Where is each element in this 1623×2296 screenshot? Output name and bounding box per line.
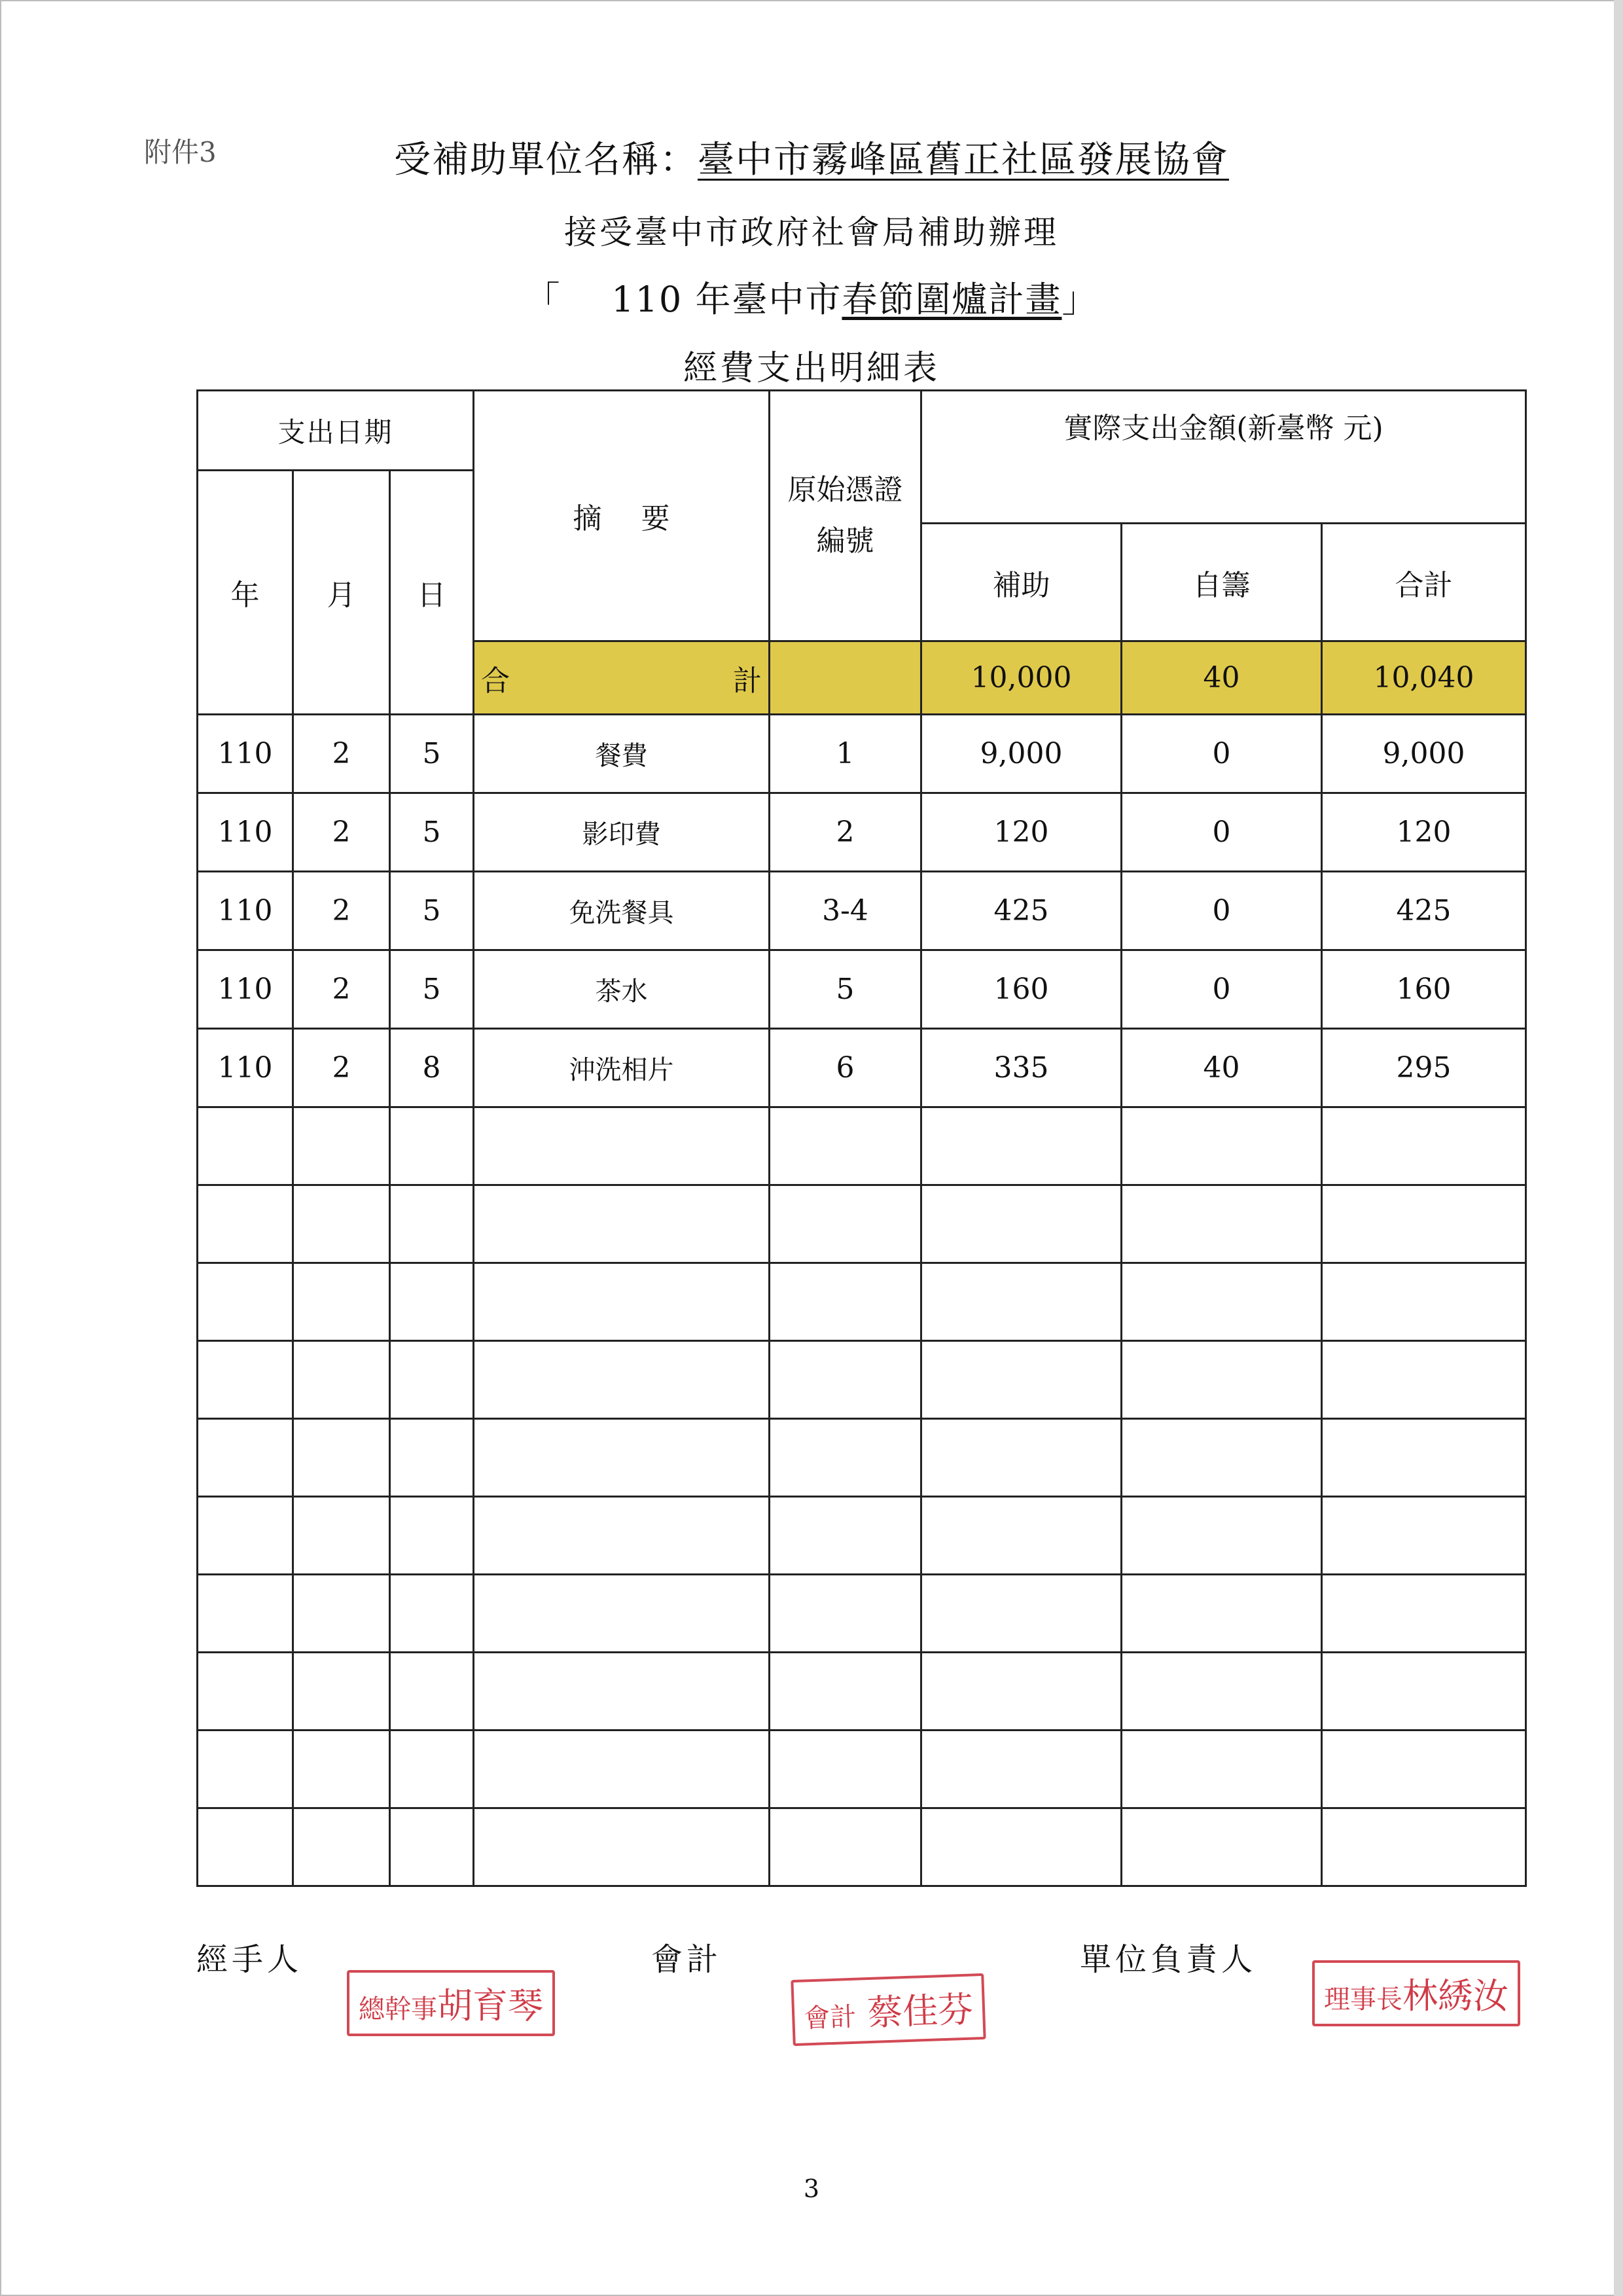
empty-cell bbox=[293, 1808, 390, 1886]
table-row bbox=[198, 872, 1526, 950]
empty-cell bbox=[1322, 1497, 1526, 1575]
empty-table-row bbox=[198, 1341, 1526, 1419]
empty-cell bbox=[1322, 1107, 1526, 1185]
empty-cell bbox=[921, 1575, 1122, 1653]
row-day: 5 bbox=[390, 950, 474, 1029]
plan-name: 春節圍爐計畫 bbox=[842, 279, 1062, 320]
empty-cell bbox=[921, 1107, 1122, 1185]
empty-cell bbox=[198, 1263, 293, 1341]
empty-cell bbox=[293, 1575, 390, 1653]
header-summary: 摘要 bbox=[474, 391, 770, 641]
empty-cell bbox=[1322, 1341, 1526, 1419]
row-subsidy: 9,000 bbox=[921, 715, 1122, 793]
row-subsidy: 160 bbox=[921, 950, 1122, 1029]
empty-cell bbox=[198, 1808, 293, 1886]
empty-cell bbox=[770, 1653, 921, 1731]
empty-cell bbox=[474, 1341, 770, 1419]
row-total: 9,000 bbox=[1322, 715, 1526, 793]
empty-cell bbox=[474, 1263, 770, 1341]
total-label-left: 合 bbox=[481, 664, 510, 698]
row-self-funded: 40 bbox=[1122, 1029, 1322, 1107]
head-label: 單位負責人 bbox=[1080, 1941, 1257, 1978]
handler-stamp-name: 胡育琴 bbox=[437, 1985, 543, 2026]
empty-cell bbox=[921, 1653, 1122, 1731]
table-row bbox=[198, 1029, 1526, 1107]
header-month: 月 bbox=[293, 471, 390, 715]
empty-cell bbox=[770, 1497, 921, 1575]
total-subsidy: 10,000 bbox=[921, 641, 1122, 715]
empty-cell bbox=[390, 1419, 474, 1497]
attachment-label: 附件3 bbox=[144, 136, 217, 168]
row-day: 5 bbox=[390, 872, 474, 950]
row-year: 110 bbox=[198, 715, 293, 793]
plan-year: 110 年臺中市 bbox=[611, 279, 842, 320]
empty-cell bbox=[770, 1419, 921, 1497]
empty-cell bbox=[293, 1185, 390, 1263]
row-total: 120 bbox=[1322, 793, 1526, 872]
subtitle: 接受臺中市政府社會局補助辦理 bbox=[564, 213, 1059, 251]
empty-cell bbox=[474, 1107, 770, 1185]
row-voucher: 1 bbox=[770, 715, 921, 793]
row-summary: 茶水 bbox=[474, 950, 770, 1029]
empty-cell bbox=[921, 1731, 1122, 1808]
empty-cell bbox=[770, 1263, 921, 1341]
handler-stamp-title: 總幹事 bbox=[359, 1994, 437, 2024]
row-month: 2 bbox=[293, 872, 390, 950]
empty-cell bbox=[1122, 1808, 1322, 1886]
empty-cell bbox=[474, 1731, 770, 1808]
empty-cell bbox=[770, 1731, 921, 1808]
empty-table-row bbox=[198, 1653, 1526, 1731]
header-voucher bbox=[770, 391, 921, 641]
empty-cell bbox=[474, 1808, 770, 1886]
empty-cell bbox=[474, 1497, 770, 1575]
empty-table-row bbox=[198, 1419, 1526, 1497]
row-year: 110 bbox=[198, 950, 293, 1029]
row-month: 2 bbox=[293, 715, 390, 793]
empty-table-row bbox=[198, 1185, 1526, 1263]
total-self-funded: 40 bbox=[1122, 641, 1322, 715]
row-month: 2 bbox=[293, 950, 390, 1029]
empty-cell bbox=[1322, 1808, 1526, 1886]
row-summary: 餐費 bbox=[474, 715, 770, 793]
empty-cell bbox=[198, 1419, 293, 1497]
row-voucher: 2 bbox=[770, 793, 921, 872]
row-total: 160 bbox=[1322, 950, 1526, 1029]
row-subsidy: 425 bbox=[921, 872, 1122, 950]
table-row bbox=[198, 715, 1526, 793]
empty-table-row bbox=[198, 1808, 1526, 1886]
plan-title bbox=[0, 272, 1623, 322]
empty-cell bbox=[198, 1185, 293, 1263]
empty-cell bbox=[293, 1341, 390, 1419]
handler-stamp bbox=[347, 1970, 555, 2036]
empty-cell bbox=[390, 1263, 474, 1341]
empty-cell bbox=[1122, 1107, 1322, 1185]
row-summary: 沖洗相片 bbox=[474, 1029, 770, 1107]
empty-cell bbox=[390, 1185, 474, 1263]
row-day: 5 bbox=[390, 793, 474, 872]
empty-cell bbox=[390, 1341, 474, 1419]
empty-table-row bbox=[198, 1731, 1526, 1808]
empty-cell bbox=[390, 1653, 474, 1731]
handler-label: 經手人 bbox=[196, 1941, 303, 1978]
expense-table bbox=[196, 389, 1527, 1887]
org-name: 臺中市霧峰區舊正社區發展協會 bbox=[698, 139, 1229, 181]
empty-cell bbox=[770, 1575, 921, 1653]
page-number: 3 bbox=[803, 2174, 820, 2203]
header-voucher-line1: 原始憑證 bbox=[787, 473, 903, 507]
header-day: 日 bbox=[390, 471, 474, 715]
head-stamp-title: 理事長 bbox=[1324, 1984, 1402, 2015]
row-voucher: 6 bbox=[770, 1029, 921, 1107]
total-amount: 10,040 bbox=[1322, 641, 1526, 715]
row-day: 8 bbox=[390, 1029, 474, 1107]
table-title: 經費支出明細表 bbox=[683, 349, 940, 388]
empty-cell bbox=[293, 1419, 390, 1497]
empty-cell bbox=[390, 1808, 474, 1886]
empty-cell bbox=[921, 1419, 1122, 1497]
empty-cell bbox=[1122, 1341, 1322, 1419]
header-amount-group bbox=[921, 391, 1526, 524]
row-subsidy: 120 bbox=[921, 793, 1122, 872]
row-month: 2 bbox=[293, 1029, 390, 1107]
empty-cell bbox=[198, 1653, 293, 1731]
empty-cell bbox=[293, 1107, 390, 1185]
row-voucher: 3-4 bbox=[770, 872, 921, 950]
empty-cell bbox=[390, 1107, 474, 1185]
header-date-group: 支出日期 bbox=[198, 391, 474, 471]
header-year: 年 bbox=[198, 471, 293, 715]
row-total: 425 bbox=[1322, 872, 1526, 950]
empty-table-row bbox=[198, 1107, 1526, 1185]
empty-cell bbox=[770, 1808, 921, 1886]
empty-cell bbox=[198, 1731, 293, 1808]
empty-cell bbox=[1122, 1185, 1322, 1263]
row-self-funded: 0 bbox=[1122, 793, 1322, 872]
row-year: 110 bbox=[198, 1029, 293, 1107]
empty-cell bbox=[1122, 1419, 1322, 1497]
header-total: 合計 bbox=[1322, 524, 1526, 641]
empty-cell bbox=[1322, 1419, 1526, 1497]
total-label-cell bbox=[474, 641, 770, 715]
empty-cell bbox=[1322, 1575, 1526, 1653]
accountant-stamp-name: 蔡佳芬 bbox=[866, 1988, 974, 2034]
table-row bbox=[198, 793, 1526, 872]
empty-cell bbox=[293, 1263, 390, 1341]
row-summary: 影印費 bbox=[474, 793, 770, 872]
accountant-stamp bbox=[791, 1973, 986, 2046]
empty-cell bbox=[770, 1107, 921, 1185]
row-month: 2 bbox=[293, 793, 390, 872]
empty-cell bbox=[390, 1497, 474, 1575]
row-self-funded: 0 bbox=[1122, 715, 1322, 793]
row-day: 5 bbox=[390, 715, 474, 793]
row-summary: 免洗餐具 bbox=[474, 872, 770, 950]
row-subsidy: 335 bbox=[921, 1029, 1122, 1107]
empty-cell bbox=[1122, 1263, 1322, 1341]
header-subsidy: 補助 bbox=[921, 524, 1122, 641]
empty-cell bbox=[474, 1575, 770, 1653]
empty-cell bbox=[198, 1497, 293, 1575]
empty-cell bbox=[198, 1575, 293, 1653]
empty-cell bbox=[293, 1731, 390, 1808]
empty-cell bbox=[921, 1497, 1122, 1575]
empty-cell bbox=[198, 1341, 293, 1419]
row-voucher: 5 bbox=[770, 950, 921, 1029]
empty-cell bbox=[770, 1185, 921, 1263]
empty-cell bbox=[1322, 1731, 1526, 1808]
row-total: 295 bbox=[1322, 1029, 1526, 1107]
empty-cell bbox=[474, 1653, 770, 1731]
empty-cell bbox=[770, 1341, 921, 1419]
accountant-stamp-title: 會計 bbox=[803, 2001, 857, 2034]
empty-table-row bbox=[198, 1575, 1526, 1653]
total-voucher-cell bbox=[770, 641, 921, 715]
empty-cell bbox=[474, 1185, 770, 1263]
row-year: 110 bbox=[198, 872, 293, 950]
org-label: 受補助單位名稱： bbox=[394, 139, 698, 181]
empty-cell bbox=[1122, 1497, 1322, 1575]
empty-cell bbox=[921, 1263, 1122, 1341]
empty-cell bbox=[1122, 1653, 1322, 1731]
header-self-funded: 自籌 bbox=[1122, 524, 1322, 641]
head-stamp bbox=[1312, 1960, 1520, 2026]
empty-cell bbox=[1322, 1185, 1526, 1263]
total-label-right: 計 bbox=[733, 664, 762, 698]
head-stamp-name: 林綉汝 bbox=[1402, 1975, 1508, 2017]
table-row bbox=[198, 950, 1526, 1029]
empty-cell bbox=[198, 1107, 293, 1185]
row-self-funded: 0 bbox=[1122, 872, 1322, 950]
header-voucher-line2: 編號 bbox=[816, 524, 874, 558]
empty-cell bbox=[921, 1808, 1122, 1886]
empty-cell bbox=[921, 1185, 1122, 1263]
empty-cell bbox=[390, 1731, 474, 1808]
empty-cell bbox=[1122, 1731, 1322, 1808]
row-year: 110 bbox=[198, 793, 293, 872]
empty-cell bbox=[1122, 1575, 1322, 1653]
empty-cell bbox=[1322, 1653, 1526, 1731]
empty-cell bbox=[1322, 1263, 1526, 1341]
header-amount-group-label: 實際支出金額(新臺幣 元) bbox=[1063, 412, 1383, 445]
empty-cell bbox=[293, 1497, 390, 1575]
empty-table-row bbox=[198, 1263, 1526, 1341]
empty-cell bbox=[921, 1341, 1122, 1419]
accountant-label: 會計 bbox=[651, 1941, 722, 1978]
org-title bbox=[0, 131, 1623, 183]
empty-table-row bbox=[198, 1497, 1526, 1575]
plan-close-bracket: 」 bbox=[1061, 279, 1099, 320]
empty-cell bbox=[293, 1653, 390, 1731]
row-self-funded: 0 bbox=[1122, 950, 1322, 1029]
plan-open-bracket: 「 bbox=[524, 279, 562, 320]
empty-cell bbox=[474, 1419, 770, 1497]
empty-cell bbox=[390, 1575, 474, 1653]
